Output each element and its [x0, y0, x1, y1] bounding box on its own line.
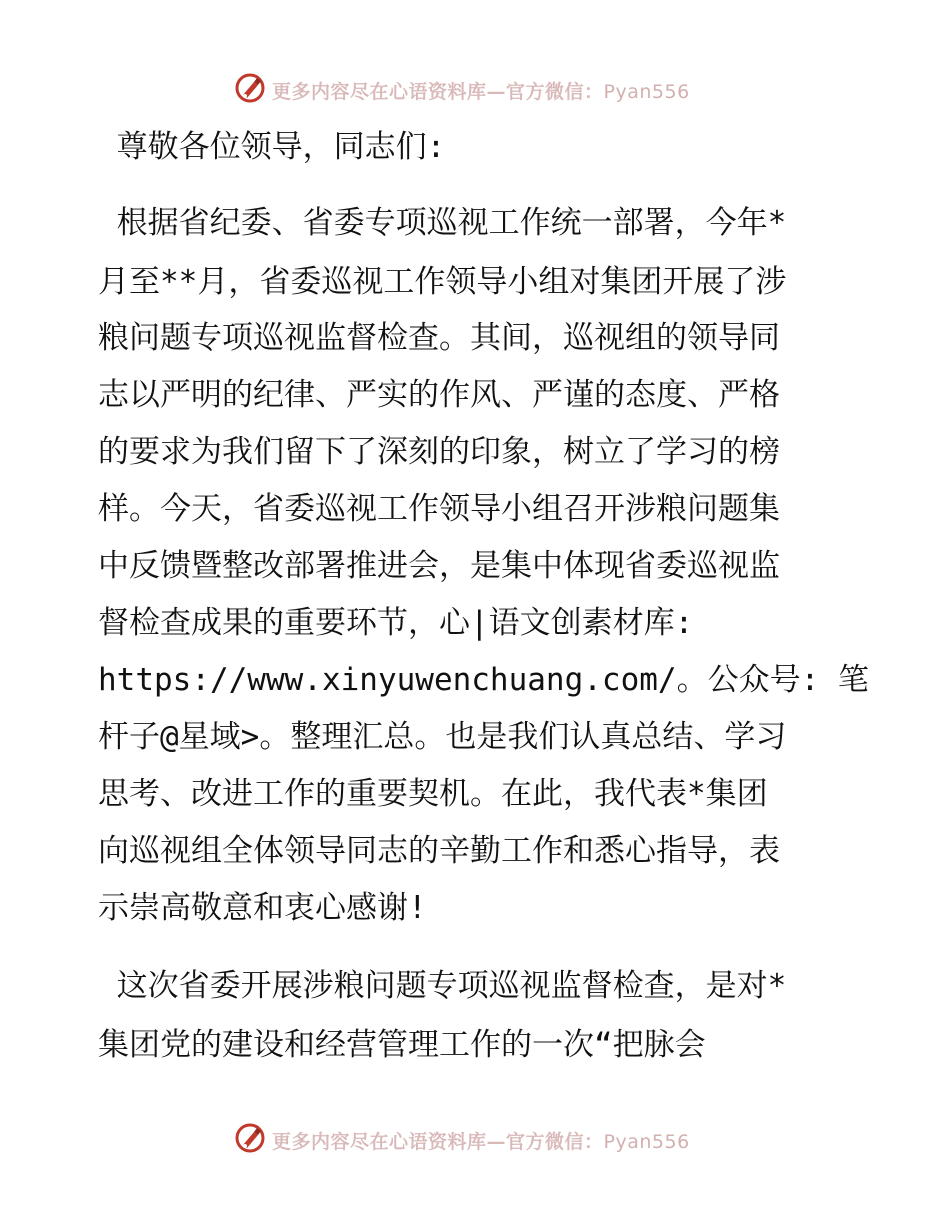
text-line: https://www.xinyuwenchuang.com/。公众号: 笔: [98, 662, 869, 698]
text-line: 集团党的建设和经营管理工作的一次“把脉会: [98, 1027, 706, 1063]
watermark-footer: [0, 1120, 950, 1160]
watermark-text: [272, 77, 690, 104]
text-line: 督检查成果的重要环节，心|语文创素材库:: [98, 605, 694, 641]
pen-circle-icon: [234, 1122, 266, 1154]
watermark-header: [0, 70, 950, 110]
text-line: 样。今天，省委巡视工作领导小组召开涉粮问题集: [98, 491, 780, 527]
text-line: 根据省纪委、省委专项巡视工作统一部署，今年*: [98, 205, 787, 241]
pen-circle-icon: [234, 72, 266, 104]
watermark-id: Pyan556: [603, 1131, 690, 1153]
text-line: 示崇高敬意和衷心感谢!: [98, 890, 427, 926]
watermark-cn: 更多内容尽在心语资料库—官方微信：: [272, 81, 604, 103]
text-line: 思考、改进工作的重要契机。在此，我代表*集团: [98, 776, 768, 812]
watermark-id: Pyan556: [603, 81, 690, 103]
text-line: 尊敬各位领导，同志们:: [98, 129, 446, 165]
text-line: 这次省委开展涉粮问题专项巡视监督检查，是对*: [98, 968, 787, 1004]
text-line: 志以严明的纪律、严实的作风、严谨的态度、严格: [98, 377, 780, 413]
watermark-cn: 更多内容尽在心语资料库—官方微信：: [272, 1131, 604, 1153]
text-line: 中反馈暨整改部署推进会，是集中体现省委巡视监: [98, 548, 780, 584]
text-line: 月至**月，省委巡视工作领导小组对集团开展了涉: [98, 264, 787, 300]
text-line: 向巡视组全体领导同志的辛勤工作和悉心指导，表: [98, 833, 780, 869]
text-line: 的要求为我们留下了深刻的印象，树立了学习的榜: [98, 434, 780, 470]
text-line: 粮问题专项巡视监督检查。其间，巡视组的领导同: [98, 320, 780, 356]
text-line: 杆子@星域>。整理汇总。也是我们认真总结、学习: [98, 719, 787, 755]
watermark-text: [272, 1127, 690, 1154]
